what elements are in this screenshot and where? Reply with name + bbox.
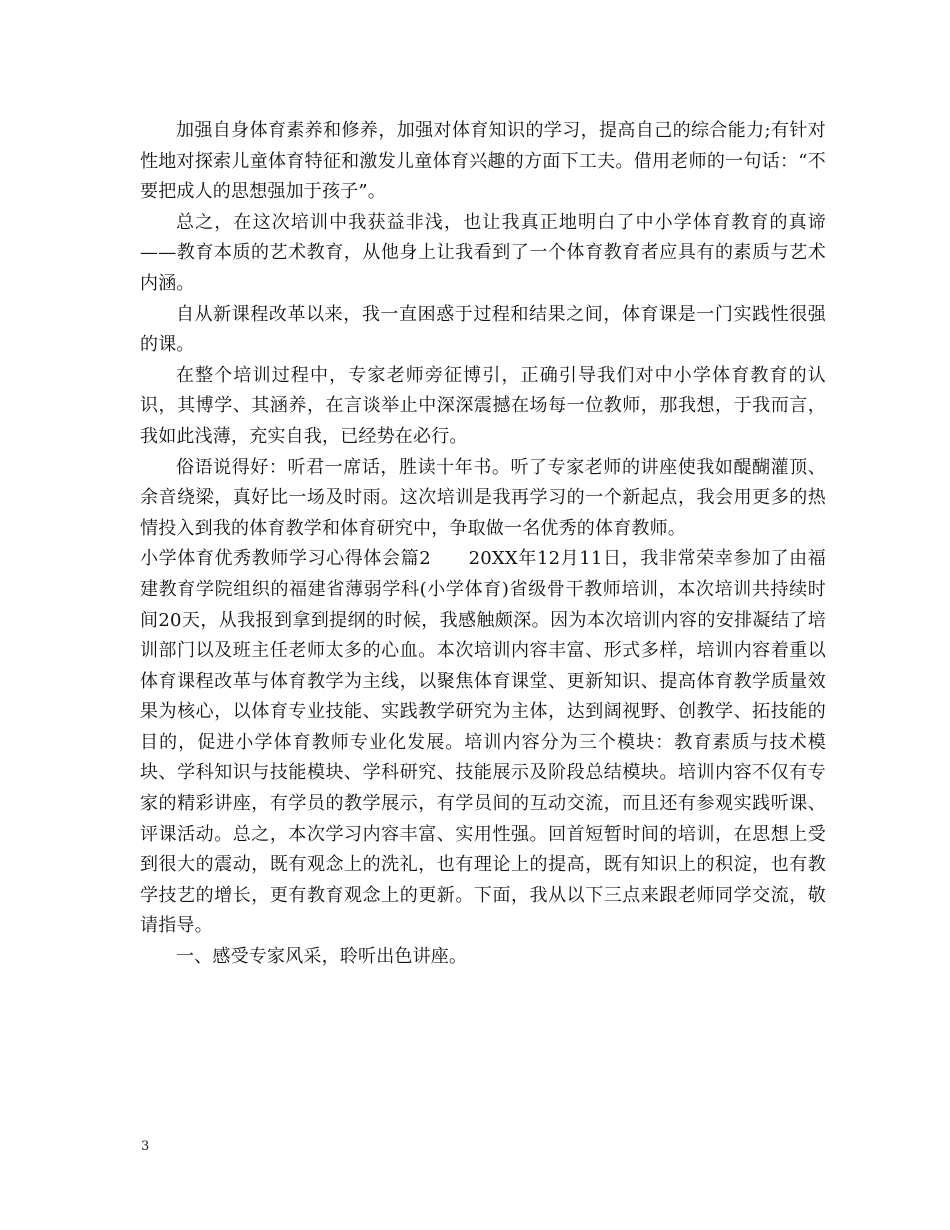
paragraph-5: 俗语说得好：听君一席话，胜读十年书。听了专家老师的讲座使我如醍醐灌顶、余音绕梁，真好比一场及时雨。这次培训是我再学习的一个新起点，我会用更多的热情投入到我的体育教学和体育研究中，争取做一名优秀的体育教师。 bbox=[140, 456, 826, 539]
paragraph-2: 总之，在这次培训中我获益非浅，也让我真正地明白了中小学体育教育的真谛——教育本质的艺术教育，从他身上让我看到了一个体育教育者应具有的素质与艺术内涵。 bbox=[140, 211, 826, 294]
paragraph-4: 在整个培训过程中，专家老师旁征博引，正确引导我们对中小学体育教育的认识，其博学、其涵养，在言谈举止中深深震撼在场每一位教师，那我想，于我而言，我如此浅薄，充实自我，已经势在必行。 bbox=[140, 364, 826, 447]
paragraph-1: 加强自身体育素养和修养，加强对体育知识的学习，提高自己的综合能力;有针对性地对探索儿童体育特征和激发儿童体育兴趣的方面下工夫。借用老师的一句话：“不要把成人的思想强加于孩子”。 bbox=[140, 120, 826, 203]
paragraph-3: 自从新课程改革以来，我一直困惑于过程和结果之间，体育课是一门实践性很强的课。 bbox=[140, 303, 826, 356]
paragraph-7: 一、感受专家风采，聆听出色讲座。 bbox=[176, 946, 468, 968]
paragraph-6: 小学体育优秀教师学习心得体会篇2 20XX年12月11日，我非常荣幸参加了由福建教育学院组织的福建省薄弱学科(小学体育)省级骨干教师培训，本次培训共持续时间20天，从我报到拿到提纲的时候，我感触颇深。因为本次培训内容的安排凝结了培训部门以及班主任老师太多的心血。本次培训内容丰富、形式多样，培训内容着重以体育课程改革与体育教学为主线，以聚焦体育课堂、更新知识、提高体育教学质量效果为核心，以体育专业技能、实践教学研究为主体，达到阔视野、创教学、拓技能的目的，促进小学体育教师专业化发展。培训内容分为三个模块：教育素质与技术模块、学科知识与技能模块、学科研究、技能展示及阶段总结模块。培训内容不仅有专家的精彩讲座，有学员的教学展示，有学员间的互动交流，而且还有参观实践听课、评课活动。总之，本次学习内容丰富、实用性强。回首短暂时间的培训，在思想上受到很大的震动，既有观念上的洗礼，也有理论上的提高，既有知识上的积淀，也有教学技艺的增长，更有教育观念上的更新。下面，我从以下三点来跟老师同学交流，敬请指导。 bbox=[140, 548, 826, 937]
page-number: 3 bbox=[141, 1139, 150, 1154]
document-body bbox=[140, 116, 826, 973]
